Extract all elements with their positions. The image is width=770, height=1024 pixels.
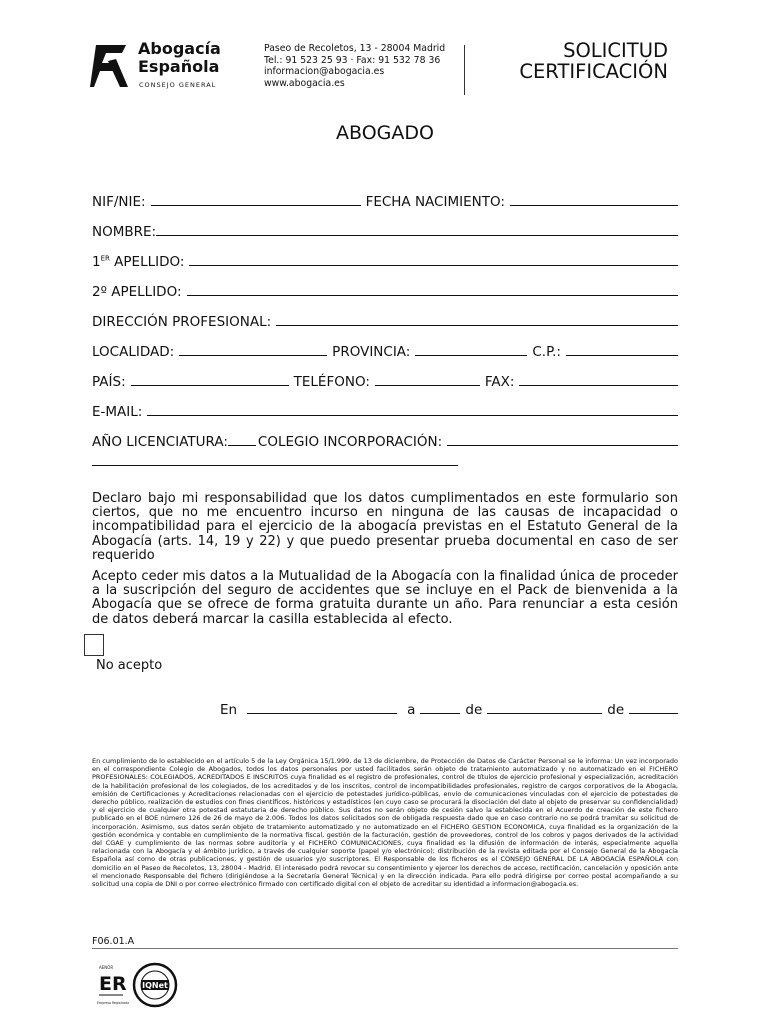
aenor-bottom-text: Empresa Registrada [97,1001,129,1005]
data-protection-notice: En cumplimiento de lo establecido en el artículo 5 de la Ley Orgánica 15/1.999, de 13 de diciembre, de Protección de Datos de Carácter Personal se le informa: Un vez incorporado en el correspondiente Colegio de Abogados, todos los datos personales por usted facilitados serán objeto de tratamiento automatizado y no automatizado en el FICHERO PROFESIONALES: COLEGIADOS, ACREDITADOS E INSCRITOS cuya finalidad es el registro de profesionales, control de títulos de ejercicio profesional y especialización, acreditación de la habilitación profesional de los colegiados, de los acreditados y de los inscritos, control de incompatibilidades profesionales, registro de cargos corporativos de la Abogacía, emisión de Certificaciones y Acreditaciones relacionadas con el ejercicio de potestades jurídico-públicas, envío de comunicaciones vinculadas con el ejercicio de potestades de derecho público, realización de estudios con fines científicos, históricos y estadísticos (en cuyo caso se procurará la disociación del dato al objeto de preservar su confidencialidad) y el ejercicio de cualquier otra potestad estatutaria de derecho público. Sus datos no serán objeto de cesión salvo la establecida en el Acuerdo de creación de este fichero publicado en el BOE número 126 de 26 de mayo de 2.006. Todos los datos solicitados son de obligada respuesta dado que en caso contrario no se podrá tramitar su solicitud de incorporación. Asimismo, sus datos serán objeto de tratamiento automatizado y no automatizado en el FICHERO GESTION ECONOMICA, cuya finalidad es la organización de la gestión económica y contable en cumplimiento de la normativa fiscal, gestión de la facturación, gestión de proveedores, control de los cobros y pagos derivados de la actividad del CGAE y cumplimiento de las normas sobre auditoría y el FICHERO COMUNICACIONES, cuya finalidad es la difusión de información de interés, especialmente aquella relacionada con la Abogacía y el ámbito jurídico, a través de cualquier soporte (papel y/o electrónico); distribución de la revista editada por el Consejo General de la Abogacía Española así como de otras publicaciones, y gestión de usuarios y/o suscriptores. El Responsable de los ficheros es el CONSEJO GENERAL DE LA ABOGACÍA ESPAÑOLA con domicilio en el Paseo de Recoletos, 13, 28004 - Madrid. El interesado podrá revocar su consentimiento y ejercer los derechos de acceso, rectificación, cancelación y oposición ante el mencionado Responsable del fichero (dirigiéndose a la Secretaría General Técnica) y en la dirección indicada. Para ello podrá dirigirse por correo postal acompañando a su solicitud una copia de DNI o por correo electrónico firmado con certificado digital con el objeto de acreditar su identidad a informacion@abogacia.es. [92,757,678,889]
colegio-field-continuation[interactable] [92,465,458,466]
provincia-label: PROVINCIA: [332,344,411,360]
logo-name-line2: Española [138,57,220,76]
de1-label: de [465,702,483,718]
no-acepto-label: No acepto [96,658,163,673]
email-field[interactable] [147,415,678,416]
header-divider [464,45,465,95]
pais-label: PAÍS: [92,374,126,390]
nombre-field[interactable] [156,235,678,236]
row-email [92,390,678,420]
contact-phone: Tel.: 91 523 25 93 · Fax: 91 532 78 36 [264,54,441,66]
row-nif-fecha [92,180,678,210]
telefono-label: TELÉFONO: [293,374,370,390]
form-title-line2: CERTIFICACIÓN [519,60,668,83]
logo-subtitle: CONSEJO GENERAL [139,81,217,89]
provincia-field[interactable] [415,355,527,356]
place-field[interactable] [247,713,397,714]
year-field[interactable] [629,713,678,714]
contact-address: Paseo de Recoletos, 13 - 28004 Madrid [264,43,446,54]
form-title-line1: SOLICITUD [563,39,668,62]
aenor-er-seal [95,962,129,1012]
row-pais [92,360,678,390]
localidad-label: LOCALIDAD: [92,344,175,360]
row-nombre [92,210,678,240]
abogacia-logo-icon [88,41,132,89]
form-title [478,40,668,82]
nombre-label: NOMBRE: [92,224,157,240]
no-acepto-checkbox[interactable] [84,634,104,656]
apellido1-label: 1ER APELLIDO: [92,254,185,270]
fecha-nacimiento-field[interactable] [510,205,678,206]
logo-name-line1: Abogacía [138,39,221,58]
a-label: a [407,702,416,718]
cp-label: C.P.: [532,344,561,360]
en-label: En [220,702,238,718]
row-colegio-cont [92,450,678,470]
row-apellido1 [92,240,678,270]
row-licenciatura [92,420,678,450]
fax-label: FAX: [484,374,515,390]
contact-block [264,43,474,89]
declaration [92,492,678,634]
iqnet-seal [132,962,178,1008]
month-field[interactable] [487,713,602,714]
contact-web: www.abogacia.es [264,77,345,89]
row-apellido2 [92,270,678,300]
day-field[interactable] [420,713,460,714]
fax-field[interactable] [519,385,678,386]
row-direccion [92,300,678,330]
direccion-label: DIRECCIÓN PROFESIONAL: [92,314,272,330]
aenor-er-text: ER [99,973,127,995]
apellido1-field[interactable] [189,265,678,266]
cp-field[interactable] [566,355,678,356]
ano-licenciatura-field[interactable] [228,445,256,446]
form-subtitle: ABOGADO [336,122,434,144]
direccion-field[interactable] [276,325,678,326]
row-localidad [92,330,678,360]
form-code: F06.01.A [92,936,135,947]
iqnet-text: IQNet [142,981,168,990]
footer-divider [92,948,678,949]
telefono-field[interactable] [375,385,480,386]
nif-field[interactable] [151,205,361,206]
colegio-field[interactable] [447,445,678,446]
place-date-line [220,702,678,718]
contact-email: informacion@abogacia.es [264,66,385,77]
form-fields [92,180,678,470]
apellido2-field[interactable] [187,295,678,296]
localidad-field[interactable] [179,355,327,356]
nif-label: NIF/NIE: [92,194,146,210]
aenor-top-text: AENOR [99,965,114,970]
fecha-nacimiento-label: FECHA NACIMIENTO: [365,194,505,210]
declaration-data-transfer: Acepto ceder mis datos a la Mutualidad de la Abogacía con la finalidad única de proceder a la suscripción del seguro de accidentes que se incluye en el Pack de bienvenida a la Abogacía que se ofrece de forma gratuita durante un año. Para renunciar a esta cesión de datos deberá marcar la casilla establecida al efecto. [92,569,678,627]
de2-label: de [607,702,625,718]
pais-field[interactable] [131,385,289,386]
declaration-responsibility: Declaro bajo mi responsabilidad que los datos cumplimentados en este formulario son ciertos, que no me encuentro incurso en ninguna de las causas de incapacidad o incompatibilidad para el ejercicio de la abogacía previstas en el Estatuto General de la Abogacía (arts. 14, 19 y 22) y que puedo presentar prueba documental en caso de ser requerido [92,491,678,563]
apellido2-label: 2º APELLIDO: [92,284,182,300]
email-label: E-MAIL: [92,404,143,420]
ano-licenciatura-label: AÑO LICENCIATURA: [92,434,228,450]
colegio-label: COLEGIO INCORPORACIÓN: [257,434,443,450]
